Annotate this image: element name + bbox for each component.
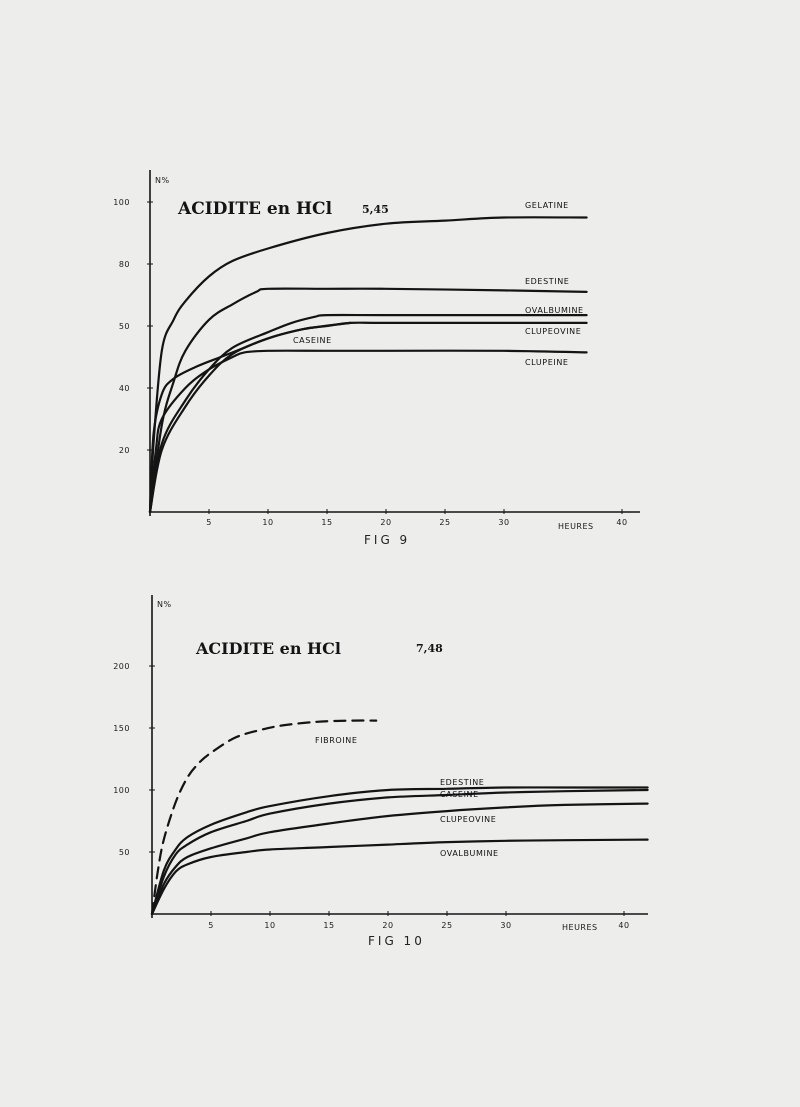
fig9-series-clupeine — [150, 351, 587, 512]
fig10-y-tick-label-200: 200 — [113, 662, 130, 671]
fig10-series-caseine — [152, 790, 648, 914]
fig10-x-tick-label-40: 40 — [618, 921, 630, 930]
fig10-series-edestine — [152, 787, 648, 914]
fig9-series-label-edestine: EDESTINE — [525, 277, 570, 286]
fig9-x-tick-label-40: 40 — [616, 518, 628, 527]
fig10-series-label-clupeovine: CLUPEOVINE — [440, 815, 497, 824]
chart-marks — [113, 170, 648, 930]
fig9-x-tick-label-15: 15 — [321, 518, 333, 527]
fig9-title-value: 5,45 — [362, 203, 389, 216]
fig9-series-label-clupeovine: CLUPEOVINE — [525, 327, 582, 336]
fig10-series-label-edestine: EDESTINE — [440, 778, 485, 787]
fig10-y-tick-label-100: 100 — [113, 786, 130, 795]
fig9-xlabel: HEURES — [558, 522, 594, 531]
fig10-x-tick-label-30: 30 — [500, 921, 512, 930]
fig10-series-label-caseine: CASEINE — [440, 790, 479, 799]
fig10-title-value: 7,48 — [416, 642, 443, 655]
fig10-x-tick-label-10: 10 — [264, 921, 276, 930]
fig9-y-tick-label-20: 20 — [118, 446, 130, 455]
fig10-series-label-fibroine: FIBROINE — [315, 736, 358, 745]
fig10-xlabel: HEURES — [562, 923, 598, 932]
fig9-x-tick-label-5: 5 — [206, 518, 212, 527]
fig9-x-tick-label-30: 30 — [498, 518, 510, 527]
fig9-ylabel: N% — [155, 176, 170, 185]
fig10-x-tick-label-15: 15 — [323, 921, 335, 930]
fig10-x-tick-label-5: 5 — [208, 921, 214, 930]
fig10-x-tick-label-20: 20 — [382, 921, 394, 930]
fig9-x-tick-label-20: 20 — [380, 518, 392, 527]
fig10-series-fibroine — [152, 721, 376, 914]
fig9-series-label-ovalbumine: OVALBUMINE — [525, 306, 584, 315]
fig9-figure-label: FIG 9 — [364, 533, 411, 547]
fig10-ylabel: N% — [157, 600, 172, 609]
fig10-x-tick-label-25: 25 — [441, 921, 453, 930]
fig9-series-label-gelatine: GELATINE — [525, 201, 569, 210]
fig9-title: ACIDITE en HCl — [178, 199, 333, 219]
figure-10 — [157, 600, 598, 948]
fig10-series-ovalbumine — [152, 840, 648, 914]
fig9-series-ovalbumine — [150, 315, 587, 512]
fig10-series-clupeovine — [152, 804, 648, 914]
fig9-y-tick-label-100: 100 — [113, 198, 130, 207]
fig9-y-tick-label-80: 80 — [118, 260, 130, 269]
fig9-series-label-caseine: CASEINE — [293, 336, 332, 345]
fig10-series-label-ovalbumine: OVALBUMINE — [440, 849, 499, 858]
fig10-figure-label: FIG 10 — [368, 934, 425, 948]
fig10-y-tick-label-150: 150 — [113, 724, 130, 733]
fig9-y-tick-label-40: 40 — [118, 384, 130, 393]
fig9-x-tick-label-25: 25 — [439, 518, 451, 527]
fig10-y-tick-label-50: 50 — [118, 848, 130, 857]
fig9-x-tick-label-10: 10 — [262, 518, 274, 527]
fig9-y-tick-label-50: 50 — [118, 322, 130, 331]
fig9-series-label-clupeine: CLUPEINE — [525, 358, 569, 367]
fig10-title: ACIDITE en HCl — [196, 639, 341, 658]
